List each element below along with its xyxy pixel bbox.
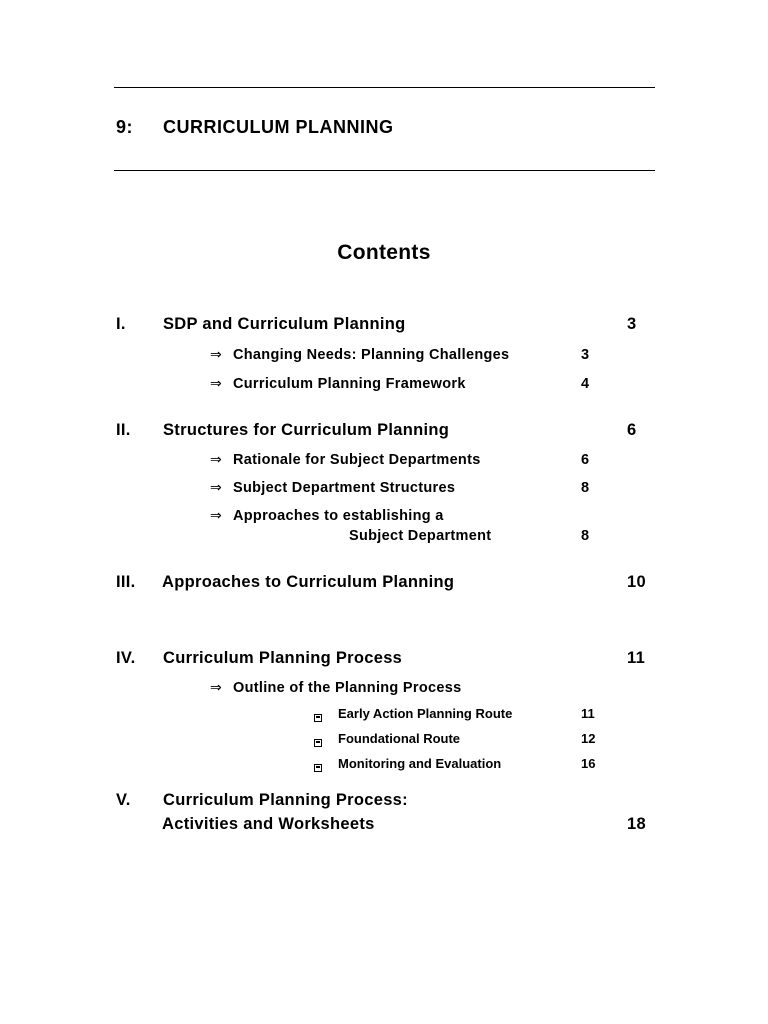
- toc-item: Rationale for Subject Departments: [233, 452, 481, 468]
- toc-item: Changing Needs: Planning Challenges: [233, 347, 510, 363]
- implies-arrow-icon: ⇒: [210, 680, 222, 696]
- implies-arrow-icon: ⇒: [210, 508, 222, 524]
- toc-subitem: Early Action Planning Route: [338, 706, 513, 721]
- toc-item-page: 3: [581, 347, 590, 363]
- implies-arrow-icon: ⇒: [210, 347, 222, 363]
- section-4-page: 11: [627, 649, 646, 667]
- section-3-numeral: III.: [116, 573, 136, 591]
- contents-heading: Contents: [337, 241, 431, 264]
- section-3-page: 10: [627, 573, 646, 591]
- section-1-numeral: I.: [116, 315, 126, 333]
- section-1-title: SDP and Curriculum Planning: [163, 315, 406, 333]
- toc-item: Outline of the Planning Process: [233, 680, 462, 696]
- section-2-title: Structures for Curriculum Planning: [163, 421, 450, 439]
- toc-item: Approaches to establishing a: [233, 508, 444, 524]
- section-5-title-continuation: Activities and Worksheets: [162, 815, 375, 833]
- section-1-page: 3: [627, 315, 637, 333]
- header-bottom-rule: [114, 170, 655, 171]
- top-rule: [114, 87, 655, 88]
- toc-item-page: 8: [581, 480, 590, 496]
- chapter-title: CURRICULUM PLANNING: [163, 117, 394, 137]
- checkbox-bullet-icon: [314, 760, 322, 778]
- checkbox-bullet-icon: [314, 710, 322, 728]
- section-4-numeral: IV.: [116, 649, 136, 667]
- toc-item-page: 6: [581, 452, 590, 468]
- toc-subitem-page: 12: [581, 731, 596, 746]
- section-2-numeral: II.: [116, 421, 131, 439]
- section-5-numeral: V.: [116, 791, 131, 809]
- section-5-title: Curriculum Planning Process:: [163, 791, 408, 809]
- toc-item-page: 4: [581, 376, 590, 392]
- toc-item-page: 8: [581, 528, 590, 544]
- toc-item: Curriculum Planning Framework: [233, 376, 466, 392]
- implies-arrow-icon: ⇒: [210, 480, 222, 496]
- toc-item: Subject Department Structures: [233, 480, 456, 496]
- toc-subitem: Foundational Route: [338, 731, 461, 746]
- toc-subitem-page: 16: [581, 756, 596, 771]
- toc-subitem-page: 11: [581, 706, 595, 721]
- chapter-number: 9:: [116, 117, 134, 137]
- checkbox-bullet-icon: [314, 735, 322, 753]
- implies-arrow-icon: ⇒: [210, 376, 222, 392]
- section-3-title: Approaches to Curriculum Planning: [162, 573, 455, 591]
- toc-item-continuation: Subject Department: [349, 528, 492, 544]
- section-4-title: Curriculum Planning Process: [163, 649, 403, 667]
- toc-subitem: Monitoring and Evaluation: [338, 756, 502, 771]
- section-5-page: 18: [627, 815, 646, 833]
- implies-arrow-icon: ⇒: [210, 452, 222, 468]
- section-2-page: 6: [627, 421, 637, 439]
